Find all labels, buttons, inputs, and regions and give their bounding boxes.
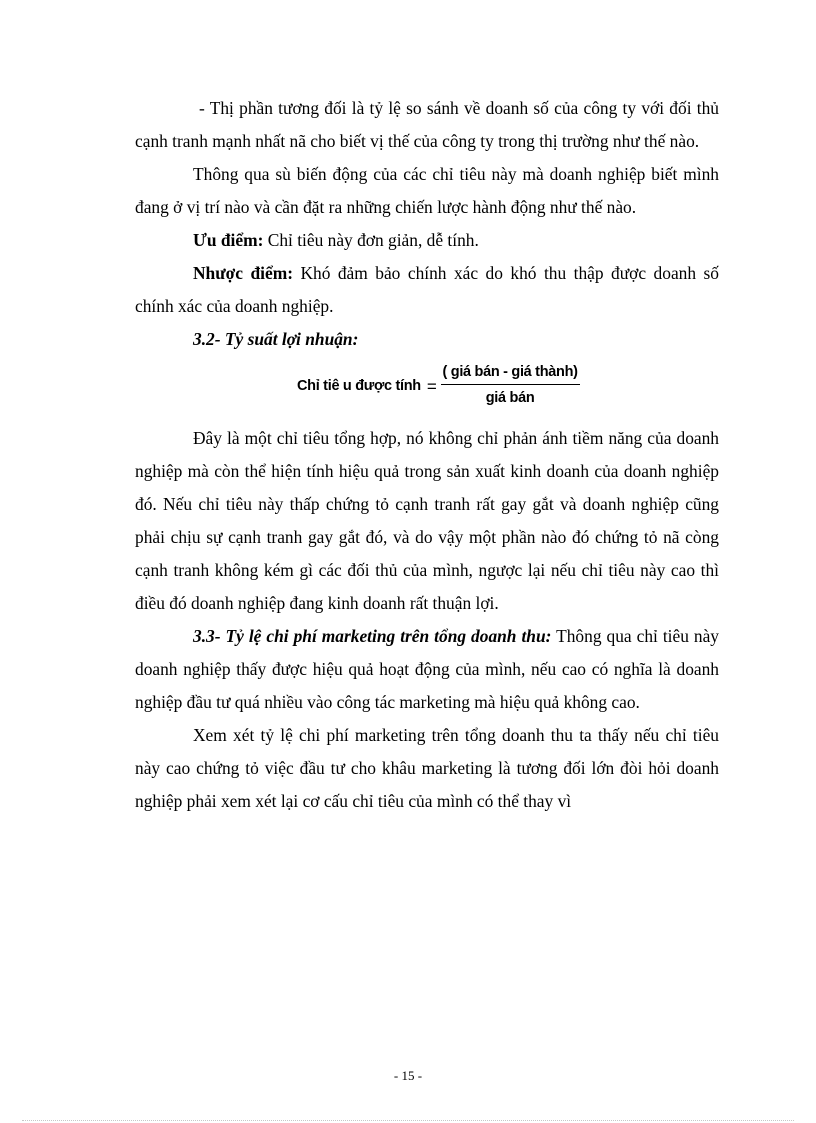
page-bottom-divider — [22, 1120, 794, 1121]
document-body — [135, 92, 719, 818]
formula-equals-sign: = — [426, 376, 437, 396]
section-heading-3-2: 3.2- Tỷ suất lợi nhuận: — [193, 329, 359, 349]
formula-numerator: ( giá bán - giá thành) — [441, 362, 580, 385]
paragraph-marketing-cost-ratio — [135, 620, 719, 719]
paragraph-profit-ratio: Đây là một chỉ tiêu tổng hợp, nó không chỉ phản ánh tiềm năng của doanh nghiệp mà còn thể hiện tính hiệu quả trong sản xuất kinh doanh của doanh nghiệp đó. Nếu chỉ tiêu này thấp chứng tỏ cạnh tranh rất gay gắt và doanh nghiệp cũng phải chịu sự cạnh tranh gay gắt đó, và do vậy một phần nào đó chứng tỏ nã còng cạnh tranh không kém gì các đối thủ của mình, ngược lại nếu chỉ tiêu này cao thì điều đó doanh nghiệp đang kinh doanh rất thuận lợi. — [135, 428, 719, 613]
page-number: - 15 - — [393, 1068, 423, 1083]
formula-label: Chỉ tiê u được tính — [297, 377, 421, 394]
advantage-label: Ưu điểm: — [193, 230, 264, 250]
advantage-text: Chỉ tiêu này đơn giản, dễ tính. — [263, 230, 479, 250]
marketing-cost-text: Thông qua chỉ tiêu này doanh nghiệp thấy được hiệu quả hoạt động của mình, nếu cao có nghĩa là doanh nghiệp đầu tư quá nhiều vào công tác marketing mà hiệu quả không cao. — [135, 626, 719, 712]
formula-denominator: giá bán — [485, 390, 535, 406]
formula-fraction — [441, 362, 580, 408]
paragraph-advantage — [135, 224, 719, 257]
paragraph-marketing-review: Xem xét tỷ lệ chi phí marketing trên tổng doanh thu ta thấy nếu chỉ tiêu này cao chứng tỏ việc đầu tư cho khâu marketing là tương đối lớn đòi hỏi doanh nghiệp phải xem xét lại cơ cấu chỉ tiêu của mình có thể thay vì — [135, 725, 719, 811]
section-heading-3-3: 3.3- Tỷ lệ chi phí marketing trên tổng doanh thu: — [193, 626, 552, 646]
disadvantage-text: Khó đảm bảo chính xác do khó thu thập được doanh số chính xác của doanh nghiệp. — [135, 263, 719, 316]
profit-ratio-formula — [135, 356, 719, 422]
disadvantage-label: Nhược điểm: — [193, 263, 293, 283]
paragraph-relative-market-share: - Thị phần tương đối là tỷ lệ so sánh về doanh số của công ty với đối thủ cạnh tranh mạnh nhất nã cho biết vị thế của công ty trong thị trường như thế nào. — [135, 98, 719, 151]
paragraph-disadvantage — [135, 257, 719, 323]
paragraph-indicator-variation: Thông qua sù biến động của các chỉ tiêu này mà doanh nghiệp biết mình đang ở vị trí nào và cần đặt ra những chiến lược hành động như thế nào. — [135, 164, 719, 217]
